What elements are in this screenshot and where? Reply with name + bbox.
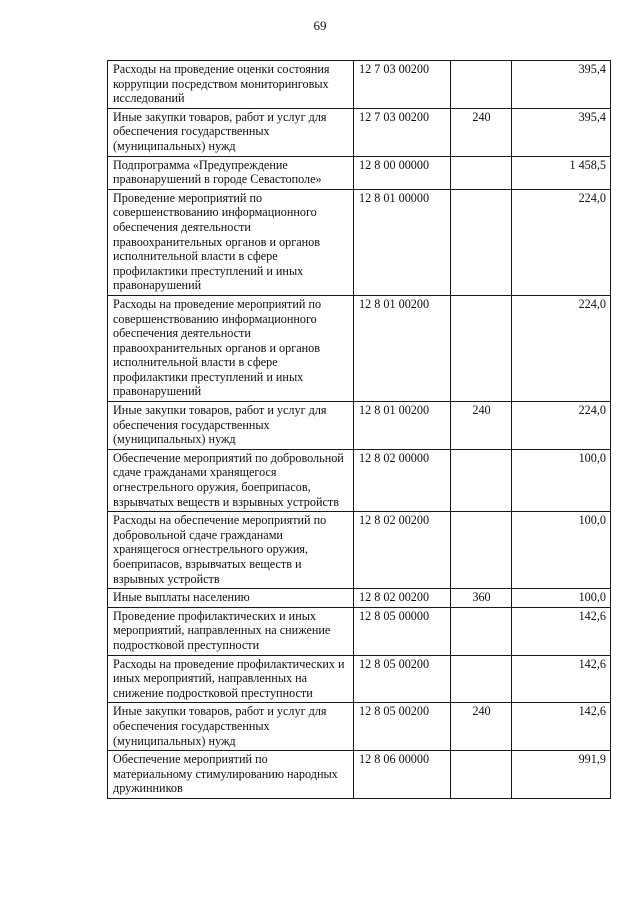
row-name: Расходы на проведение оценки состояния коррупции посредством мониторинговых исследований: [108, 61, 354, 109]
row-name: Иные закупки товаров, работ и услуг для обеспечения государственных (муниципальных) нужд: [108, 108, 354, 156]
table-row: [108, 449, 611, 511]
row-code: 12 8 05 00000: [354, 607, 451, 655]
row-amount: 142,6: [512, 607, 611, 655]
row-amount: 224,0: [512, 402, 611, 450]
row-name: Расходы на проведение мероприятий по совершенствованию информационного обеспечения деятельности правоохранительных органов и органов исполнительной власти в сфере профилактики преступлений и иных правонарушений: [108, 295, 354, 401]
row-code: 12 8 05 00200: [354, 703, 451, 751]
row-type: 240: [451, 108, 512, 156]
row-name: Расходы на проведение профилактических и иных мероприятий, направленных на снижение подростковой преступности: [108, 655, 354, 703]
row-type: [451, 751, 512, 799]
row-name: Расходы на обеспечение мероприятий по добровольной сдаче гражданами хранящегося огнестрельного оружия, боеприпасов, взрывчатых веществ и взрывных устройств: [108, 512, 354, 589]
row-code: 12 7 03 00200: [354, 108, 451, 156]
row-code: 12 8 01 00200: [354, 402, 451, 450]
table-row: [108, 703, 611, 751]
row-code: 12 8 05 00200: [354, 655, 451, 703]
row-name: Иные закупки товаров, работ и услуг для обеспечения государственных (муниципальных) нужд: [108, 402, 354, 450]
row-type: [451, 61, 512, 109]
row-amount: 142,6: [512, 703, 611, 751]
table-row: [108, 108, 611, 156]
row-name: Обеспечение мероприятий по добровольной сдаче гражданами хранящегося огнестрельного оружия, боеприпасов, взрывчатых веществ и взрывных устройств: [108, 449, 354, 511]
row-amount: 100,0: [512, 589, 611, 608]
row-type: [451, 512, 512, 589]
table-row: [108, 655, 611, 703]
table-row: [108, 189, 611, 295]
row-amount: 100,0: [512, 449, 611, 511]
table-row: [108, 156, 611, 189]
row-name: Иные закупки товаров, работ и услуг для обеспечения государственных (муниципальных) нужд: [108, 703, 354, 751]
row-amount: 224,0: [512, 295, 611, 401]
row-type: [451, 295, 512, 401]
table-row: [108, 61, 611, 109]
row-amount: 224,0: [512, 189, 611, 295]
row-code: 12 8 02 00200: [354, 512, 451, 589]
row-code: 12 8 01 00200: [354, 295, 451, 401]
row-type: 240: [451, 703, 512, 751]
row-type: 360: [451, 589, 512, 608]
table-row: [108, 402, 611, 450]
row-amount: 100,0: [512, 512, 611, 589]
row-name: Обеспечение мероприятий по материальному стимулированию народных дружинников: [108, 751, 354, 799]
table-row: [108, 589, 611, 608]
row-code: 12 8 02 00200: [354, 589, 451, 608]
row-amount: 142,6: [512, 655, 611, 703]
row-type: 240: [451, 402, 512, 450]
row-amount: 1 458,5: [512, 156, 611, 189]
budget-table-body: [108, 61, 611, 799]
row-amount: 395,4: [512, 108, 611, 156]
row-type: [451, 655, 512, 703]
row-code: 12 8 01 00000: [354, 189, 451, 295]
row-code: 12 7 03 00200: [354, 61, 451, 109]
table-row: [108, 751, 611, 799]
budget-table: [107, 60, 611, 799]
row-code: 12 8 06 00000: [354, 751, 451, 799]
row-type: [451, 607, 512, 655]
row-name: Проведение профилактических и иных мероприятий, направленных на снижение подростковой преступности: [108, 607, 354, 655]
row-type: [451, 156, 512, 189]
table-row: [108, 512, 611, 589]
table-row: [108, 607, 611, 655]
table-row: [108, 295, 611, 401]
row-amount: 991,9: [512, 751, 611, 799]
row-code: 12 8 02 00000: [354, 449, 451, 511]
row-code: 12 8 00 00000: [354, 156, 451, 189]
row-amount: 395,4: [512, 61, 611, 109]
row-name: Подпрограмма «Предупреждение правонарушений в городе Севастополе»: [108, 156, 354, 189]
row-type: [451, 189, 512, 295]
page-number: 69: [313, 18, 327, 33]
row-name: Проведение мероприятий по совершенствованию информационного обеспечения деятельности правоохранительных органов и органов исполнительной власти в сфере профилактики преступлений и иных правонарушений: [108, 189, 354, 295]
row-type: [451, 449, 512, 511]
row-name: Иные выплаты населению: [108, 589, 354, 608]
